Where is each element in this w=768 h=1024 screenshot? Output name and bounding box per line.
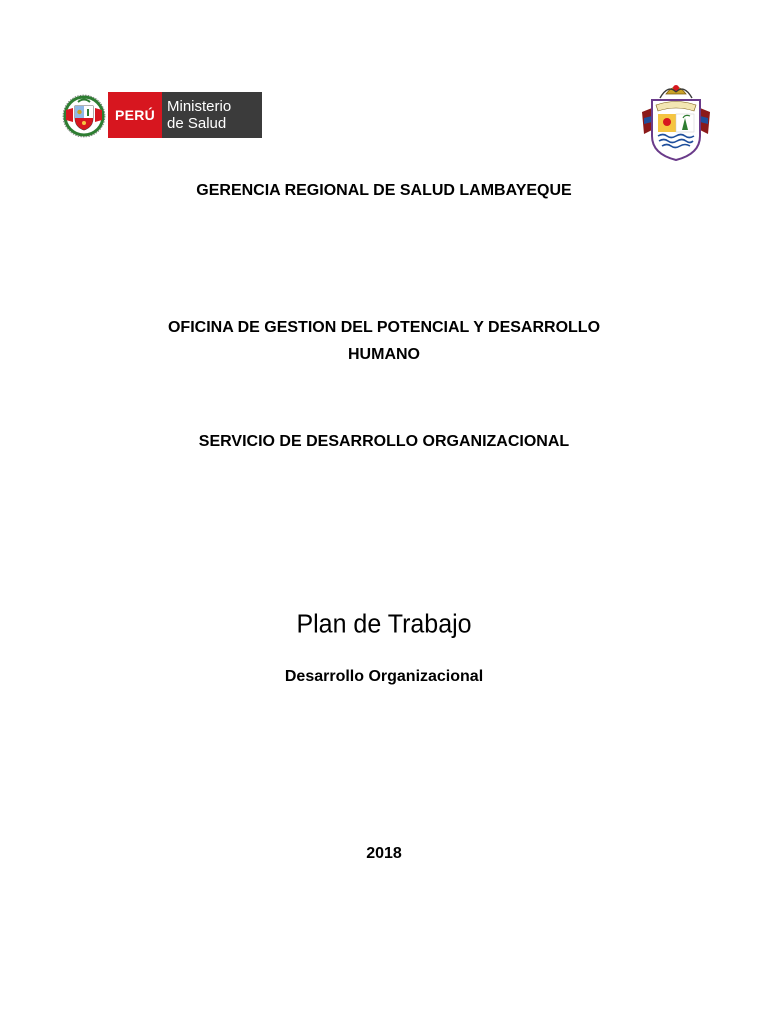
- peru-label: PERÚ: [108, 92, 162, 138]
- ministry-line-1: Ministerio: [167, 98, 232, 115]
- peru-coat-of-arms-icon: [62, 92, 106, 138]
- organization-heading: GERENCIA REGIONAL DE SALUD LAMBAYEQUE: [196, 182, 572, 199]
- ministry-label: [162, 92, 262, 138]
- lambayeque-crest-icon: [638, 78, 714, 162]
- document-year: 2018: [366, 845, 402, 862]
- minsa-logo: [62, 90, 262, 140]
- service-heading: SERVICIO DE DESARROLLO ORGANIZACIONAL: [198, 433, 570, 450]
- ministry-line-2: de Salud: [167, 115, 227, 132]
- office-heading: OFICINA DE GESTION DEL POTENCIAL Y DESARROLLO HUMANO: [167, 319, 601, 363]
- document-title: Plan de Trabajo: [296, 609, 472, 639]
- document-subtitle: Desarrollo Organizacional: [284, 668, 484, 685]
